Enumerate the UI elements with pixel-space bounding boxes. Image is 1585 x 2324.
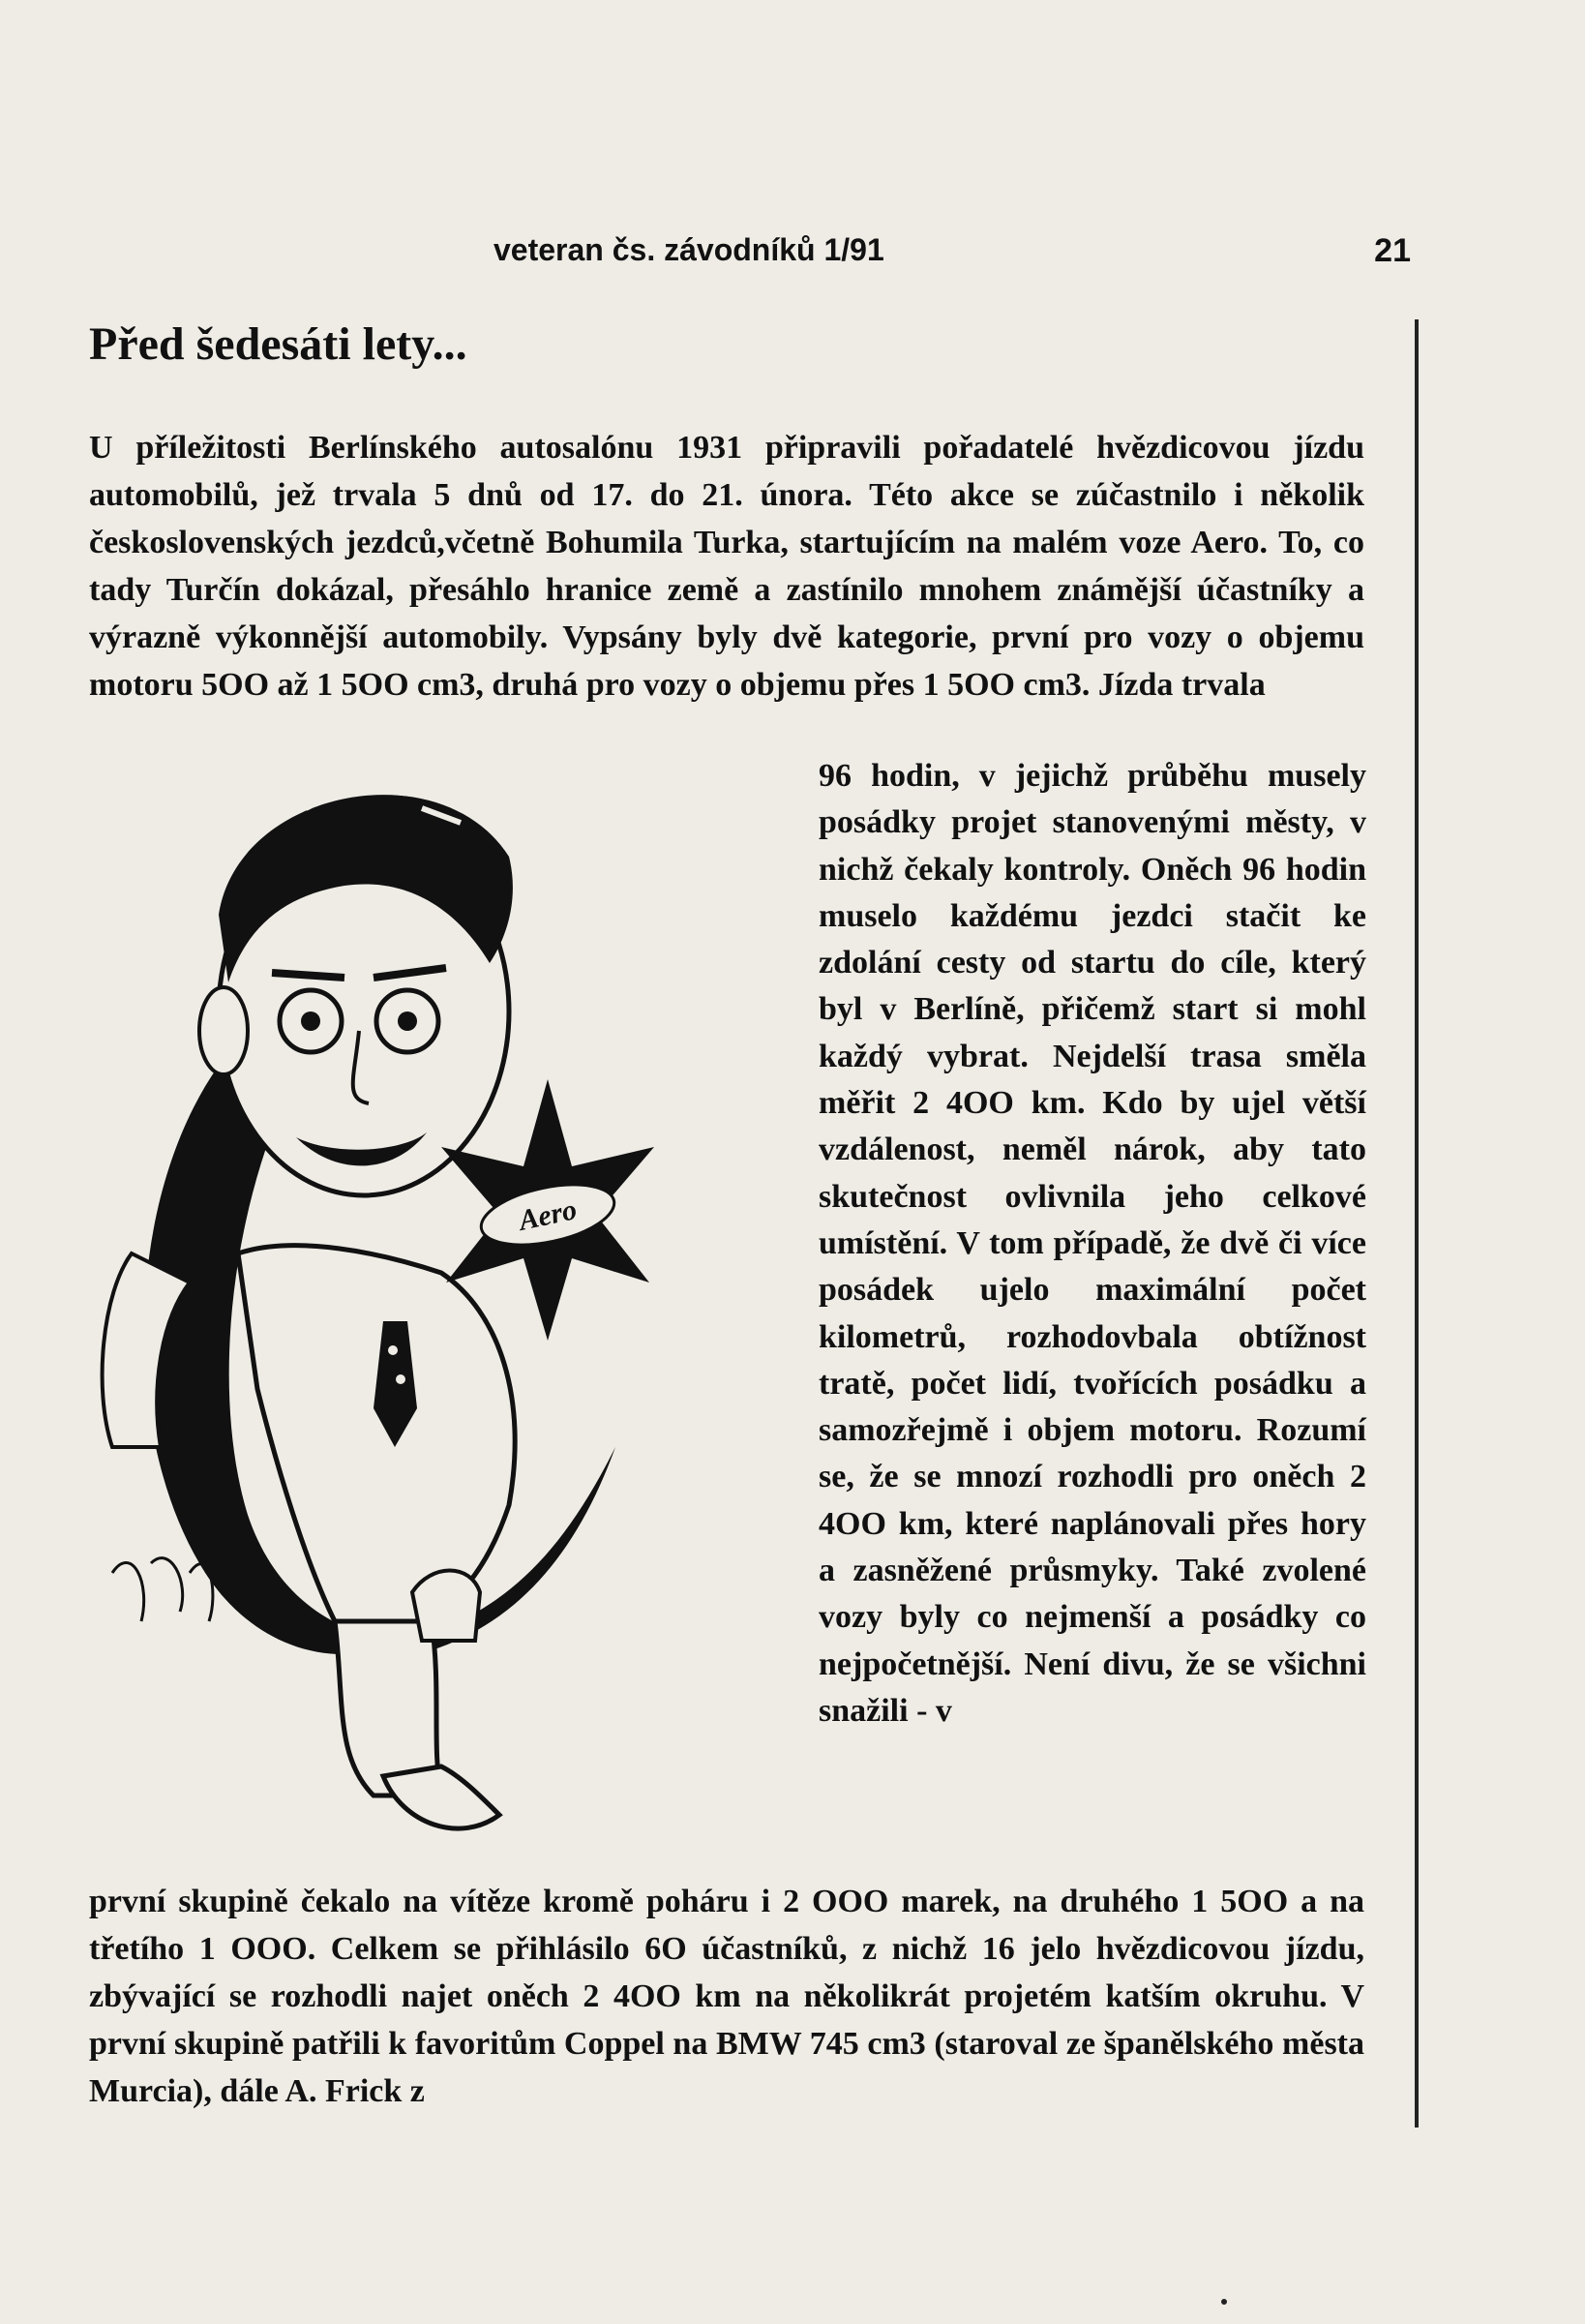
page-header — [87, 232, 1411, 281]
journal-title: veteran čs. závodníků 1/91 — [493, 232, 884, 267]
article-title: Před šedesáti lety... — [89, 318, 467, 370]
margin-rule — [1415, 319, 1419, 2128]
page-number: 21 — [1374, 232, 1411, 269]
paragraph-intro: U příležitosti Berlínského autosalónu 1931 připravili pořadatelé hvězdicovou jízdu automobilů, jež trvala 5 dnů od 17. do 21. února. Této akce se zúčastnilo i několik československých jezdců,včetně Bohumila Turka, startujícím na malém voze Aero. To, co tady Turčín dokázal, přesáhlo hranice země a zastínilo mnohem známější účastníky a výrazně výkonnější automobily. Vypsány byly dvě kategorie, první pro vozy o objemu motoru 5OO až 1 5OO cm3, druhá pro vozy o objemu přes 1 5OO cm3. Jízda trvala — [89, 430, 1364, 703]
page-mark — [1221, 2299, 1227, 2305]
paragraph-continuation: první skupině čekalo na vítěze kromě poháru i 2 OOO marek, na druhého 1 5OO a na třetího 1 OOO. Celkem se přihlásilo 6O účastníků, z nichž 16 jelo hvězdicovou jízdu, zbývající se rozhodli najet oněch 2 4OO km na několikrát projetém katším okruhu. V první skupině patřili k favoritům Coppel na BMW 745 cm3 (staroval ze španělského města Murcia), dále A. Frick z — [89, 1884, 1364, 2109]
caricature-illustration — [93, 770, 799, 1854]
paragraph-column: 96 hodin, v jejichž průběhu musely posádky projet stanovenými městy, v nichž čekaly kontroly. Oněch 96 hodin muselo každému jezdci stačit ke zdolání cesty od startu do cíle, který byl v Berlíně, přičemž start si mohl každý vybrat. Nejdelší trasa směla měřit 2 4OO km. Kdo by ujel větší vzdálenost, neměl nárok, aby tato skutečnost ovlivnila jeho celkové umístění. V tom případě, že dvě či více posádek ujelo maximální počet kilometrů, rozhodovbala obtížnost tratě, počet lidí, tvořících posádku a samozřejmě i objem motoru. Rozumí se, že se mnozí rozhodli pro oněch 2 4OO km, které naplánovali přes hory a zasněžené průsmyky. Také zvolené vozy byly co nejmenší a posádky co nejpočetnější. Není divu, že se všichni snažili - v — [819, 758, 1366, 1729]
aero-logo-text: Aero — [516, 1193, 580, 1237]
